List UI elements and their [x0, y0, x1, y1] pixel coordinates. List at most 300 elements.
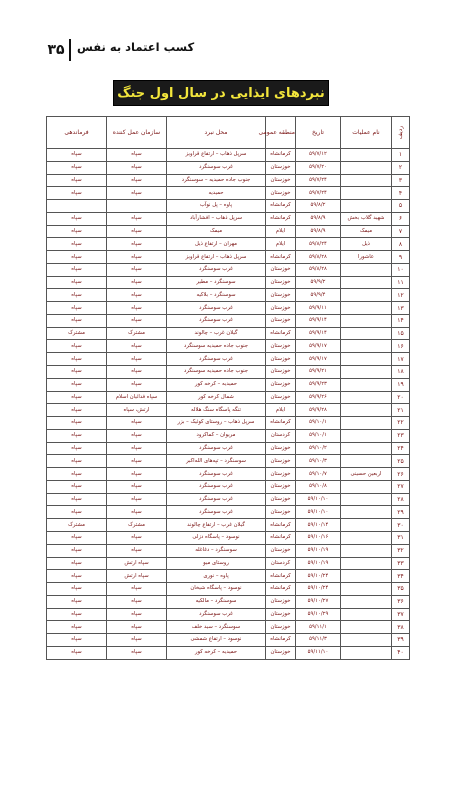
- table-body: [47, 149, 410, 660]
- cell-command: سپاه: [47, 340, 107, 353]
- cell-command: سپاه: [47, 621, 107, 634]
- cell-general-region: کرمانشاه: [266, 327, 296, 340]
- cell-executing-organization: سپاه: [107, 442, 167, 455]
- cell-date: ۵۹/۱۰/۱: [296, 429, 341, 442]
- cell-executing-organization: سپاه: [107, 289, 167, 302]
- cell-command: سپاه: [47, 557, 107, 570]
- table-row: [47, 353, 410, 366]
- cell-date: ۵۹/۷/۲۴: [296, 174, 341, 187]
- cell-row-number: ۱۴: [392, 314, 410, 327]
- table-row: [47, 200, 410, 213]
- cell-executing-organization: سپاه: [107, 634, 167, 647]
- cell-date: ۵۹/۱۰/۸: [296, 480, 341, 493]
- cell-executing-organization: سپاه: [107, 544, 167, 557]
- cell-row-number: ۴: [392, 187, 410, 200]
- column-header-label: فرماندهی: [64, 129, 89, 136]
- cell-date: ۵۹/۸/۲۸: [296, 263, 341, 276]
- cell-row-number: ۱۱: [392, 276, 410, 289]
- cell-executing-organization: سپاه: [107, 263, 167, 276]
- cell-battle-location: روستای میو: [167, 557, 266, 570]
- cell-command: سپاه: [47, 544, 107, 557]
- table-row: [47, 276, 410, 289]
- cell-executing-organization: سپاه ارتش: [107, 570, 167, 583]
- cell-command: سپاه: [47, 455, 107, 468]
- column-header-label: محل نبرد: [204, 129, 228, 136]
- cell-operation-name: [341, 378, 392, 391]
- cell-executing-organization: سپاه: [107, 149, 167, 162]
- cell-general-region: خوزستان: [266, 442, 296, 455]
- cell-battle-location: غرب سوسنگرد: [167, 302, 266, 315]
- cell-operation-name: [341, 570, 392, 583]
- cell-date: ۵۹/۸/۹: [296, 225, 341, 238]
- cell-row-number: ۱۸: [392, 366, 410, 379]
- cell-row-number: ۷: [392, 225, 410, 238]
- cell-executing-organization: سپاه: [107, 646, 167, 659]
- cell-battle-location: سوسنگرد – بلاکیه: [167, 289, 266, 302]
- cell-date: ۵۹/۹/۲۳: [296, 378, 341, 391]
- cell-general-region: خوزستان: [266, 263, 296, 276]
- column-header-operation-name: [341, 117, 392, 149]
- cell-battle-location: پاوه – پل نوآب: [167, 200, 266, 213]
- table-row: [47, 238, 410, 251]
- cell-command: سپاه: [47, 391, 107, 404]
- cell-battle-location: میمک: [167, 225, 266, 238]
- cell-general-region: خوزستان: [266, 595, 296, 608]
- cell-general-region: خوزستان: [266, 314, 296, 327]
- cell-battle-location: سوسنگرد – دغاغله: [167, 544, 266, 557]
- cell-date: ۵۹/۱۰/۲۷: [296, 595, 341, 608]
- table-row: [47, 531, 410, 544]
- cell-executing-organization: سپاه: [107, 187, 167, 200]
- cell-executing-organization: سپاه: [107, 493, 167, 506]
- cell-battle-location: سوسنگرد – مطیر: [167, 276, 266, 289]
- cell-command: سپاه: [47, 634, 107, 647]
- cell-date: ۵۹/۸/۲۸: [296, 251, 341, 264]
- cell-row-number: ۱۷: [392, 353, 410, 366]
- cell-date: ۵۹/۱۱/۱: [296, 621, 341, 634]
- cell-general-region: خوزستان: [266, 506, 296, 519]
- cell-command: سپاه: [47, 608, 107, 621]
- cell-row-number: ۲: [392, 161, 410, 174]
- cell-general-region: کرمانشاه: [266, 149, 296, 162]
- cell-operation-name: ذیل: [341, 238, 392, 251]
- cell-general-region: خوزستان: [266, 302, 296, 315]
- cell-row-number: ۵: [392, 200, 410, 213]
- table-row: [47, 149, 410, 162]
- table-row: [47, 506, 410, 519]
- cell-executing-organization: سپاه: [107, 621, 167, 634]
- cell-executing-organization: سپاه: [107, 378, 167, 391]
- table-row: [47, 519, 410, 532]
- cell-row-number: ۲۳: [392, 429, 410, 442]
- cell-command: سپاه: [47, 302, 107, 315]
- cell-operation-name: [341, 493, 392, 506]
- cell-date: ۵۹/۹/۲۶: [296, 391, 341, 404]
- cell-row-number: ۲۱: [392, 404, 410, 417]
- column-header-row-number: [392, 117, 410, 149]
- cell-operation-name: [341, 583, 392, 596]
- cell-command: سپاه: [47, 263, 107, 276]
- cell-row-number: ۲۶: [392, 468, 410, 481]
- cell-general-region: ایلام: [266, 404, 296, 417]
- cell-date: ۵۹/۱۰/۲۹: [296, 608, 341, 621]
- cell-battle-location: سوسنگرد – مالکیه: [167, 595, 266, 608]
- cell-executing-organization: سپاه: [107, 225, 167, 238]
- cell-general-region: خوزستان: [266, 187, 296, 200]
- cell-operation-name: [341, 302, 392, 315]
- cell-executing-organization: مشترک: [107, 327, 167, 340]
- cell-row-number: ۲۲: [392, 417, 410, 430]
- table-row: [47, 570, 410, 583]
- table-row: [47, 378, 410, 391]
- cell-row-number: ۳۳: [392, 557, 410, 570]
- cell-command: سپاه: [47, 289, 107, 302]
- table-row: [47, 289, 410, 302]
- cell-row-number: ۲۹: [392, 506, 410, 519]
- cell-battle-location: تنگه پاسگاه سنگ هلاله: [167, 404, 266, 417]
- table-row: [47, 621, 410, 634]
- cell-operation-name: [341, 417, 392, 430]
- cell-general-region: کرمانشاه: [266, 570, 296, 583]
- cell-row-number: ۹: [392, 251, 410, 264]
- cell-date: ۵۹/۱۰/۲: [296, 442, 341, 455]
- cell-executing-organization: سپاه: [107, 583, 167, 596]
- cell-operation-name: عاشورا: [341, 251, 392, 264]
- cell-command: سپاه: [47, 314, 107, 327]
- table-row: [47, 583, 410, 596]
- cell-general-region: خوزستان: [266, 391, 296, 404]
- cell-battle-location: پاوه – نوری: [167, 570, 266, 583]
- cell-command: سپاه: [47, 149, 107, 162]
- cell-general-region: کرمانشاه: [266, 417, 296, 430]
- cell-operation-name: [341, 608, 392, 621]
- cell-row-number: ۸: [392, 238, 410, 251]
- cell-row-number: ۳۹: [392, 634, 410, 647]
- cell-battle-location: غرب سوسنگرد: [167, 442, 266, 455]
- cell-row-number: ۳۵: [392, 583, 410, 596]
- section-title: نبردهای ایذایی در سال اول جنگ: [117, 85, 325, 101]
- cell-command: سپاه: [47, 276, 107, 289]
- cell-battle-location: نوسود – پاسگاه دزلی: [167, 531, 266, 544]
- cell-row-number: ۱۲: [392, 289, 410, 302]
- cell-battle-location: سرپل ذهاب – افشارآباد: [167, 212, 266, 225]
- cell-command: سپاه: [47, 468, 107, 481]
- cell-executing-organization: سپاه: [107, 161, 167, 174]
- table-row: [47, 646, 410, 659]
- cell-battle-location: سوسنگرد – سید خلف: [167, 621, 266, 634]
- cell-date: ۵۹/۹/۱۷: [296, 340, 341, 353]
- table-row: [47, 212, 410, 225]
- column-header-label: سازمان عمل کننده: [112, 129, 161, 136]
- cell-operation-name: [341, 391, 392, 404]
- cell-battle-location: گیلان غرب – ارتفاع چالوند: [167, 519, 266, 532]
- cell-row-number: ۱۹: [392, 378, 410, 391]
- cell-command: سپاه: [47, 404, 107, 417]
- cell-operation-name: [341, 646, 392, 659]
- cell-operation-name: [341, 531, 392, 544]
- cell-row-number: ۳۱: [392, 531, 410, 544]
- table-row: [47, 544, 410, 557]
- column-header-label: ردیف: [396, 125, 404, 140]
- cell-battle-location: غرب سوسنگرد: [167, 161, 266, 174]
- cell-executing-organization: سپاه: [107, 455, 167, 468]
- cell-battle-location: غرب سوسنگرد: [167, 506, 266, 519]
- table-row: [47, 225, 410, 238]
- cell-command: سپاه: [47, 161, 107, 174]
- cell-date: ۵۹/۱۰/۱: [296, 417, 341, 430]
- cell-operation-name: [341, 506, 392, 519]
- table-row: [47, 468, 410, 481]
- cell-general-region: خوزستان: [266, 621, 296, 634]
- cell-general-region: کرمانشاه: [266, 519, 296, 532]
- cell-executing-organization: سپاه: [107, 608, 167, 621]
- cell-battle-location: حمیدیه: [167, 187, 266, 200]
- cell-command: سپاه: [47, 506, 107, 519]
- cell-general-region: خوزستان: [266, 276, 296, 289]
- table-row: [47, 608, 410, 621]
- cell-command: مشترک: [47, 519, 107, 532]
- cell-battle-location: غرب سوسنگرد: [167, 468, 266, 481]
- cell-battle-location: جنوب جاده حمیدیه سوسنگرد: [167, 366, 266, 379]
- cell-row-number: ۱۶: [392, 340, 410, 353]
- cell-date: ۵۹/۱۰/۱۶: [296, 531, 341, 544]
- cell-battle-location: سرپل ذهاب – ارتفاع قراویز: [167, 251, 266, 264]
- cell-executing-organization: [107, 200, 167, 213]
- cell-command: [47, 200, 107, 213]
- cell-date: ۵۹/۹/۱۴: [296, 327, 341, 340]
- book-title: کسب اعتماد به نفس: [77, 40, 195, 54]
- cell-operation-name: [341, 161, 392, 174]
- table-row: [47, 174, 410, 187]
- cell-operation-name: [341, 557, 392, 570]
- cell-executing-organization: سپاه: [107, 251, 167, 264]
- cell-operation-name: [341, 327, 392, 340]
- cell-executing-organization: سپاه: [107, 417, 167, 430]
- cell-date: ۵۹/۹/۲۸: [296, 404, 341, 417]
- cell-battle-location: جنوب جاده حمیدیه سوسنگرد: [167, 340, 266, 353]
- cell-general-region: کرمانشاه: [266, 531, 296, 544]
- column-header-label: منطقه عمومی: [258, 129, 295, 136]
- cell-row-number: ۲۵: [392, 455, 410, 468]
- cell-command: مشترک: [47, 327, 107, 340]
- cell-battle-location: سرپل ذهاب – ارتفاع قراویز: [167, 149, 266, 162]
- cell-row-number: ۱۵: [392, 327, 410, 340]
- cell-general-region: کرمانشاه: [266, 251, 296, 264]
- cell-operation-name: [341, 276, 392, 289]
- cell-general-region: خوزستان: [266, 480, 296, 493]
- cell-command: سپاه: [47, 595, 107, 608]
- cell-executing-organization: سپاه: [107, 302, 167, 315]
- cell-general-region: کردستان: [266, 429, 296, 442]
- cell-battle-location: غرب سوسنگرد: [167, 353, 266, 366]
- cell-executing-organization: سپاه: [107, 595, 167, 608]
- cell-command: سپاه: [47, 225, 107, 238]
- table-row: [47, 429, 410, 442]
- cell-command: سپاه: [47, 378, 107, 391]
- cell-operation-name: [341, 634, 392, 647]
- cell-battle-location: حمیدیه – کرخه کور: [167, 646, 266, 659]
- cell-executing-organization: سپاه: [107, 314, 167, 327]
- cell-executing-organization: سپاه: [107, 276, 167, 289]
- cell-row-number: ۲۸: [392, 493, 410, 506]
- cell-executing-organization: سپاه: [107, 480, 167, 493]
- cell-general-region: خوزستان: [266, 493, 296, 506]
- cell-row-number: ۲۴: [392, 442, 410, 455]
- cell-operation-name: [341, 455, 392, 468]
- cell-row-number: ۳۲: [392, 544, 410, 557]
- cell-date: ۵۹/۹/۱۴: [296, 314, 341, 327]
- table-row: [47, 417, 410, 430]
- table-row: [47, 340, 410, 353]
- cell-date: ۵۹/۷/۲۰: [296, 161, 341, 174]
- cell-row-number: ۱۳: [392, 302, 410, 315]
- cell-executing-organization: ارتش، سپاه: [107, 404, 167, 417]
- cell-date: ۵۹/۹/۲: [296, 276, 341, 289]
- cell-row-number: ۳۸: [392, 621, 410, 634]
- cell-battle-location: غرب سوسنگرد: [167, 480, 266, 493]
- cell-command: سپاه: [47, 174, 107, 187]
- cell-date: ۵۹/۱۰/۱۰: [296, 493, 341, 506]
- table-row: [47, 595, 410, 608]
- table-row: [47, 404, 410, 417]
- cell-battle-location: غرب سوسنگرد: [167, 493, 266, 506]
- cell-command: سپاه: [47, 353, 107, 366]
- table-row: [47, 391, 410, 404]
- cell-date: ۵۹/۱۰/۱۹: [296, 544, 341, 557]
- cell-date: ۵۹/۱۱/۱۰: [296, 646, 341, 659]
- column-header-general-region: [258, 117, 296, 149]
- cell-operation-name: [341, 480, 392, 493]
- table-row: [47, 493, 410, 506]
- cell-general-region: خوزستان: [266, 353, 296, 366]
- cell-date: ۵۹/۷/۲۴: [296, 187, 341, 200]
- cell-executing-organization: سپاه: [107, 429, 167, 442]
- cell-battle-location: نوسود – پاسگاه شیخان: [167, 583, 266, 596]
- cell-general-region: کرمانشاه: [266, 634, 296, 647]
- column-header-command: [47, 117, 107, 149]
- table-row: [47, 314, 410, 327]
- cell-command: سپاه: [47, 212, 107, 225]
- cell-operation-name: [341, 442, 392, 455]
- operations-table: [46, 116, 410, 660]
- cell-operation-name: [341, 340, 392, 353]
- cell-operation-name: [341, 174, 392, 187]
- cell-row-number: ۳: [392, 174, 410, 187]
- cell-operation-name: [341, 544, 392, 557]
- cell-date: ۵۹/۹/۱۱: [296, 302, 341, 315]
- cell-executing-organization: سپاه: [107, 468, 167, 481]
- cell-battle-location: سرپل ذهاب – روستای کوئیک – بزر: [167, 417, 266, 430]
- cell-general-region: خوزستان: [266, 174, 296, 187]
- cell-row-number: ۴۰: [392, 646, 410, 659]
- table-row: [47, 263, 410, 276]
- cell-date: ۵۹/۷/۱۲: [296, 149, 341, 162]
- cell-executing-organization: سپاه فدائیان اسلام: [107, 391, 167, 404]
- cell-operation-name: [341, 404, 392, 417]
- column-header-executing-organization: [107, 117, 167, 149]
- cell-command: سپاه: [47, 442, 107, 455]
- table-row: [47, 327, 410, 340]
- cell-general-region: کردستان: [266, 557, 296, 570]
- cell-general-region: کرمانشاه: [266, 200, 296, 213]
- cell-row-number: ۱: [392, 149, 410, 162]
- cell-date: ۵۹/۹/۱۷: [296, 353, 341, 366]
- cell-battle-location: حمیدیه – کرخه کور: [167, 378, 266, 391]
- cell-executing-organization: سپاه: [107, 174, 167, 187]
- cell-date: ۵۹/۱۰/۱۰: [296, 506, 341, 519]
- page-header: [45, 40, 420, 60]
- cell-date: ۵۹/۸/۹: [296, 212, 341, 225]
- cell-executing-organization: سپاه: [107, 506, 167, 519]
- cell-general-region: خوزستان: [266, 608, 296, 621]
- cell-command: سپاه: [47, 583, 107, 596]
- cell-battle-location: غرب سوسنگرد: [167, 263, 266, 276]
- cell-executing-organization: سپاه: [107, 531, 167, 544]
- cell-row-number: ۳۰: [392, 519, 410, 532]
- cell-date: ۵۹/۹/۲۱: [296, 366, 341, 379]
- cell-battle-location: مهران – ارتفاع ذیل: [167, 238, 266, 251]
- cell-operation-name: [341, 289, 392, 302]
- cell-general-region: خوزستان: [266, 455, 296, 468]
- cell-row-number: ۲۰: [392, 391, 410, 404]
- cell-date: ۵۹/۱۰/۷: [296, 468, 341, 481]
- table-row: [47, 366, 410, 379]
- cell-battle-location: شمال کرخه کور: [167, 391, 266, 404]
- cell-general-region: خوزستان: [266, 544, 296, 557]
- cell-operation-name: [341, 149, 392, 162]
- table-row: [47, 161, 410, 174]
- page-number: ۳۵: [47, 42, 65, 58]
- header-divider: [69, 39, 71, 61]
- table-header-row: [47, 117, 410, 149]
- cell-executing-organization: سپاه: [107, 238, 167, 251]
- cell-operation-name: [341, 621, 392, 634]
- cell-operation-name: [341, 353, 392, 366]
- cell-battle-location: نوسود – ارتفاع شمشی: [167, 634, 266, 647]
- cell-date: ۵۹/۱۰/۲۴: [296, 583, 341, 596]
- cell-executing-organization: سپاه: [107, 340, 167, 353]
- cell-command: سپاه: [47, 570, 107, 583]
- cell-date: ۵۹/۱۰/۱۹: [296, 557, 341, 570]
- table-row: [47, 302, 410, 315]
- cell-command: سپاه: [47, 417, 107, 430]
- table-row: [47, 187, 410, 200]
- cell-row-number: ۳۶: [392, 595, 410, 608]
- cell-battle-location: سوسنگرد – تپه‌های الله‌اکبر: [167, 455, 266, 468]
- cell-command: سپاه: [47, 238, 107, 251]
- cell-date: ۵۹/۸/۲۴: [296, 238, 341, 251]
- cell-row-number: ۳۷: [392, 608, 410, 621]
- cell-executing-organization: سپاه: [107, 353, 167, 366]
- cell-date: ۵۹/۱۰/۲۴: [296, 570, 341, 583]
- cell-date: ۵۹/۹/۴: [296, 289, 341, 302]
- cell-command: سپاه: [47, 429, 107, 442]
- table-row: [47, 634, 410, 647]
- cell-general-region: ایلام: [266, 238, 296, 251]
- cell-command: سپاه: [47, 531, 107, 544]
- cell-general-region: کرمانشاه: [266, 212, 296, 225]
- cell-command: سپاه: [47, 480, 107, 493]
- cell-operation-name: [341, 595, 392, 608]
- cell-battle-location: مریوان – کماکرود: [167, 429, 266, 442]
- cell-battle-location: غرب سوسنگرد: [167, 314, 266, 327]
- cell-command: سپاه: [47, 493, 107, 506]
- table-row: [47, 455, 410, 468]
- cell-row-number: ۲۷: [392, 480, 410, 493]
- cell-date: ۵۹/۱۰/۳: [296, 455, 341, 468]
- cell-battle-location: جنوب جاده حمیدیه – سوسنگرد: [167, 174, 266, 187]
- column-header-date: [296, 117, 341, 149]
